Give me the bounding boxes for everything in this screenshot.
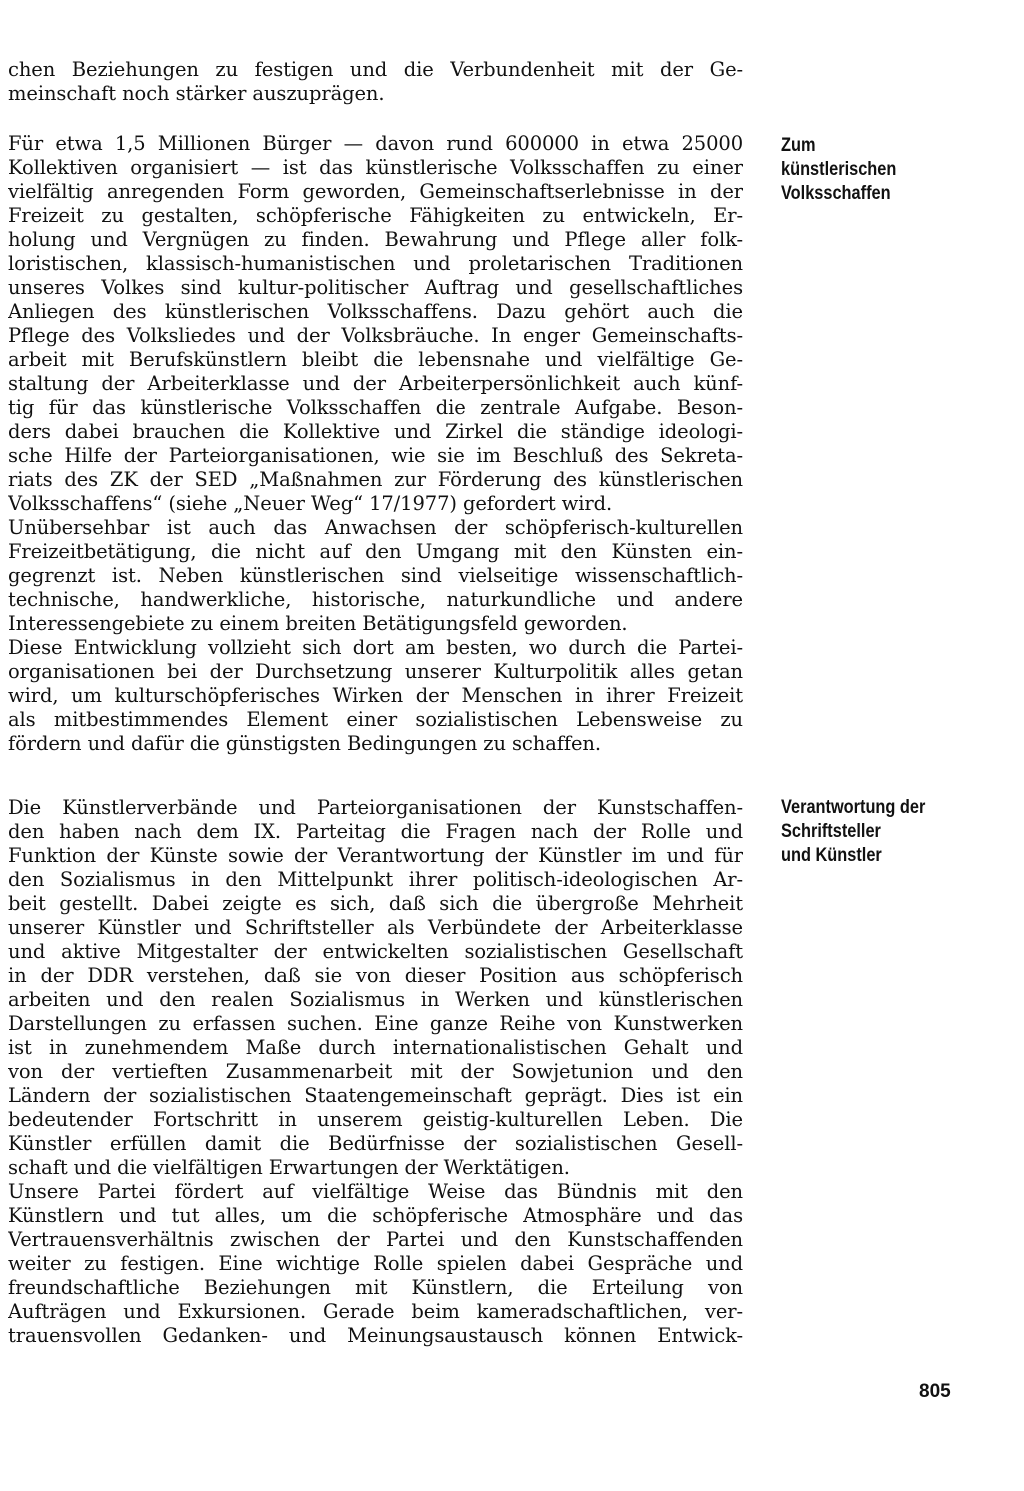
text-line: den Sozialismus in den Mittelpunkt ihrer politisch-ideologischen Ar- [8, 868, 743, 891]
text-line: bedeutender Fortschritt in unserem geistig-kulturellen Leben. Die [8, 1108, 743, 1131]
margin-heading-volksschaffen [781, 134, 983, 206]
text-line: organisationen bei der Durchsetzung unserer Kulturpolitik alles getan [8, 660, 743, 683]
text-line: Künstler erfüllen damit die Bedürfnisse der sozialistischen Gesell- [8, 1132, 743, 1155]
text-line: unseres Volkes sind kultur-politischer Auftrag und gesellschaftliches [8, 276, 743, 299]
text-line: trauensvollen Gedanken- und Meinungsaustausch können Entwick- [8, 1324, 743, 1347]
text-line: Vertrauensverhältnis zwischen der Partei und den Kunstschaffenden [8, 1228, 743, 1251]
text-line: in der DDR verstehen, daß sie von dieser Position aus schöpferisch [8, 964, 743, 987]
text-line: Unübersehbar ist auch das Anwachsen der schöpferisch-kulturellen [8, 516, 743, 539]
text-line: Pflege des Volksliedes und der Volksbräuche. In enger Gemeinschafts- [8, 324, 743, 347]
text-line: Funktion der Künste sowie der Verantwortung der Künstler im und für [8, 844, 743, 867]
text-line: staltung der Arbeiterklasse und der Arbeiterpersönlichkeit auch künf- [8, 372, 743, 395]
margin-heading-line: künstlerischen [781, 159, 897, 180]
text-line: fördern und dafür die günstigsten Bedingungen zu schaffen. [8, 732, 601, 755]
text-line: Darstellungen zu erfassen suchen. Eine ganze Reihe von Kunstwerken [8, 1012, 743, 1035]
text-line: tig für das künstlerische Volksschaffen die zentrale Aufgabe. Beson- [8, 396, 743, 419]
text-line: ist in zunehmendem Maße durch internationalistischen Gehalt und [8, 1036, 743, 1059]
text-line: wird, um kulturschöpferisches Wirken der Menschen in ihrer Freizeit [8, 684, 743, 707]
text-line: arbeiten und den realen Sozialismus in Werken und künstlerischen [8, 988, 743, 1011]
text-line: freundschaftliche Beziehungen mit Künstlern, die Erteilung von [8, 1276, 743, 1299]
text-line: riats des ZK der SED „Maßnahmen zur Förderung des künstlerischen [8, 468, 743, 491]
page-number: 805 [919, 1381, 951, 1402]
text-line: Interessengebiete zu einem breiten Betätigungsfeld geworden. [8, 612, 628, 635]
text-line: Freizeit zu gestalten, schöpferische Fähigkeiten zu entwickeln, Er- [8, 204, 743, 227]
text-line: Volksschaffens“ (siehe „Neuer Weg“ 17/1977) gefordert wird. [8, 492, 613, 515]
text-line: den haben nach dem IX. Parteitag die Fragen nach der Rolle und [8, 820, 743, 843]
text-line: gegrenzt ist. Neben künstlerischen sind vielseitige wissenschaftlich- [8, 564, 743, 587]
text-line: meinschaft noch stärker auszuprägen. [8, 82, 385, 105]
text-line: beit gestellt. Dabei zeigte es sich, daß sich die übergroße Mehrheit [8, 892, 743, 915]
text-line: Künstlern und tut alles, um die schöpferische Atmosphäre und das [8, 1204, 743, 1227]
text-line: Kollektiven organisiert — ist das künstlerische Volksschaffen zu einer [8, 156, 743, 179]
text-line: Die Künstlerverbände und Parteiorganisationen der Kunstschaffen- [8, 796, 743, 819]
text-line: Ländern der sozialistischen Staatengemeinschaft geprägt. Dies ist ein [8, 1084, 743, 1107]
text-line: als mitbestimmendes Element einer sozialistischen Lebensweise zu [8, 708, 743, 731]
text-line: Freizeitbetätigung, die nicht auf den Umgang mit den Künsten ein- [8, 540, 743, 563]
text-line: und aktive Mitgestalter der entwickelten sozialistischen Gesellschaft [8, 940, 743, 963]
text-line: unserer Künstler und Schriftsteller als Verbündete der Arbeiterklasse [8, 916, 743, 939]
text-line: vielfältig anregenden Form geworden, Gemeinschaftserlebnisse in der [8, 180, 743, 203]
text-line: weiter zu festigen. Eine wichtige Rolle spielen dabei Gespräche und [8, 1252, 743, 1275]
margin-heading-line: und Künstler [781, 845, 882, 866]
text-line: Für etwa 1,5 Millionen Bürger — davon rund 600000 in etwa 25000 [8, 132, 743, 155]
text-line: Aufträgen und Exkursionen. Gerade beim kameradschaftlichen, ver- [8, 1300, 743, 1323]
text-line: Anliegen des künstlerischen Volksschaffens. Dazu gehört auch die [8, 300, 743, 323]
text-line: sche Hilfe der Parteiorganisationen, wie sie im Beschluß des Sekreta- [8, 444, 743, 467]
margin-heading-line: Volksschaffen [781, 183, 891, 204]
text-line: von der vertieften Zusammenarbeit mit der Sowjetunion und den [8, 1060, 743, 1083]
margin-heading-line: Schriftsteller [781, 821, 881, 842]
text-line: chen Beziehungen zu festigen und die Verbundenheit mit der Ge- [8, 58, 743, 81]
text-line: schaft und die vielfältigen Erwartungen der Werktätigen. [8, 1156, 570, 1179]
margin-heading-verantwortung [781, 796, 983, 868]
text-line: technische, handwerkliche, historische, naturkundliche und andere [8, 588, 743, 611]
text-line: ders dabei brauchen die Kollektive und Zirkel die ständige ideologi- [8, 420, 743, 443]
text-line: Diese Entwicklung vollzieht sich dort am besten, wo durch die Partei- [8, 636, 743, 659]
text-line: loristischen, klassisch-humanistischen und proletarischen Traditionen [8, 252, 743, 275]
text-line: Unsere Partei fördert auf vielfältige Weise das Bündnis mit den [8, 1180, 743, 1203]
margin-heading-line: Verantwortung der [781, 797, 926, 818]
margin-heading-line: Zum [781, 135, 816, 156]
text-line: arbeit mit Berufskünstlern bleibt die lebensnahe und vielfältige Ge- [8, 348, 743, 371]
text-line: holung und Vergnügen zu finden. Bewahrung und Pflege aller folk- [8, 228, 743, 251]
